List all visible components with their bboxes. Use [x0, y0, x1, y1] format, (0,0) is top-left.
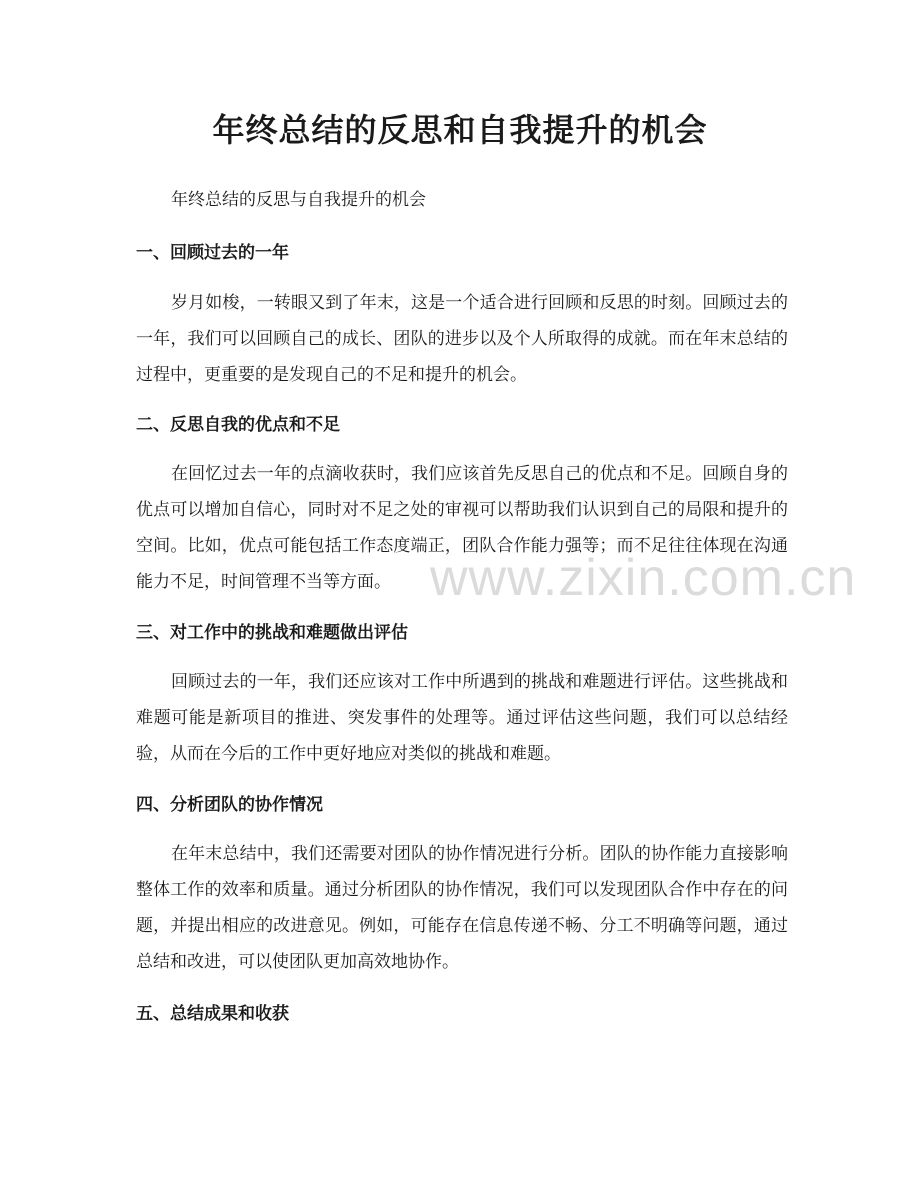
watermark-text: www.zixin.com.cn — [430, 549, 857, 607]
section-body-1: 岁月如梭，一转眼又到了年末，这是一个适合进行回顾和反思的时刻。回顾过去的一年，我们可以回顾自己的成长、团队的进步以及个人所取得的成就。而在年末总结的过程中，更重要的是发现自己的不足和提升的机会。 — [136, 293, 788, 385]
section-heading-4: 四、分析团队的协作情况 — [136, 795, 323, 815]
section-body-4: 在年末总结中，我们还需要对团队的协作情况进行分析。团队的协作能力直接影响整体工作的效率和质量。通过分析团队的协作情况，我们可以发现团队合作中存在的问题，并提出相应的改进意见。例如，可能存在信息传递不畅、分工不明确等问题，通过总结和改进，可以使团队更加高效地协作。 — [136, 844, 788, 972]
document-title: 年终总结的反思和自我提升的机会 — [212, 111, 708, 149]
section-heading-2: 二、反思自我的优点和不足 — [136, 415, 340, 435]
document-subtitle: 年终总结的反思与自我提升的机会 — [171, 190, 426, 210]
section-heading-1: 一、回顾过去的一年 — [136, 243, 289, 263]
section-heading-3: 三、对工作中的挑战和难题做出评估 — [136, 623, 408, 643]
section-body-3: 回顾过去的一年，我们还应该对工作中所遇到的挑战和难题进行评估。这些挑战和难题可能是新项目的推进、突发事件的处理等。通过评估这些问题，我们可以总结经验，从而在今后的工作中更好地应对类似的挑战和难题。 — [136, 672, 788, 764]
section-body-2: 在回忆过去一年的点滴收获时，我们应该首先反思自己的优点和不足。回顾自身的优点可以增加自信心，同时对不足之处的审视可以帮助我们认识到自己的局限和提升的空间。比如，优点可能包括工作态度端正，团队合作能力强等；而不足往往体现在沟通能力不足，时间管理不当等方面。 — [136, 464, 788, 592]
section-heading-5: 五、总结成果和收获 — [136, 1004, 289, 1024]
